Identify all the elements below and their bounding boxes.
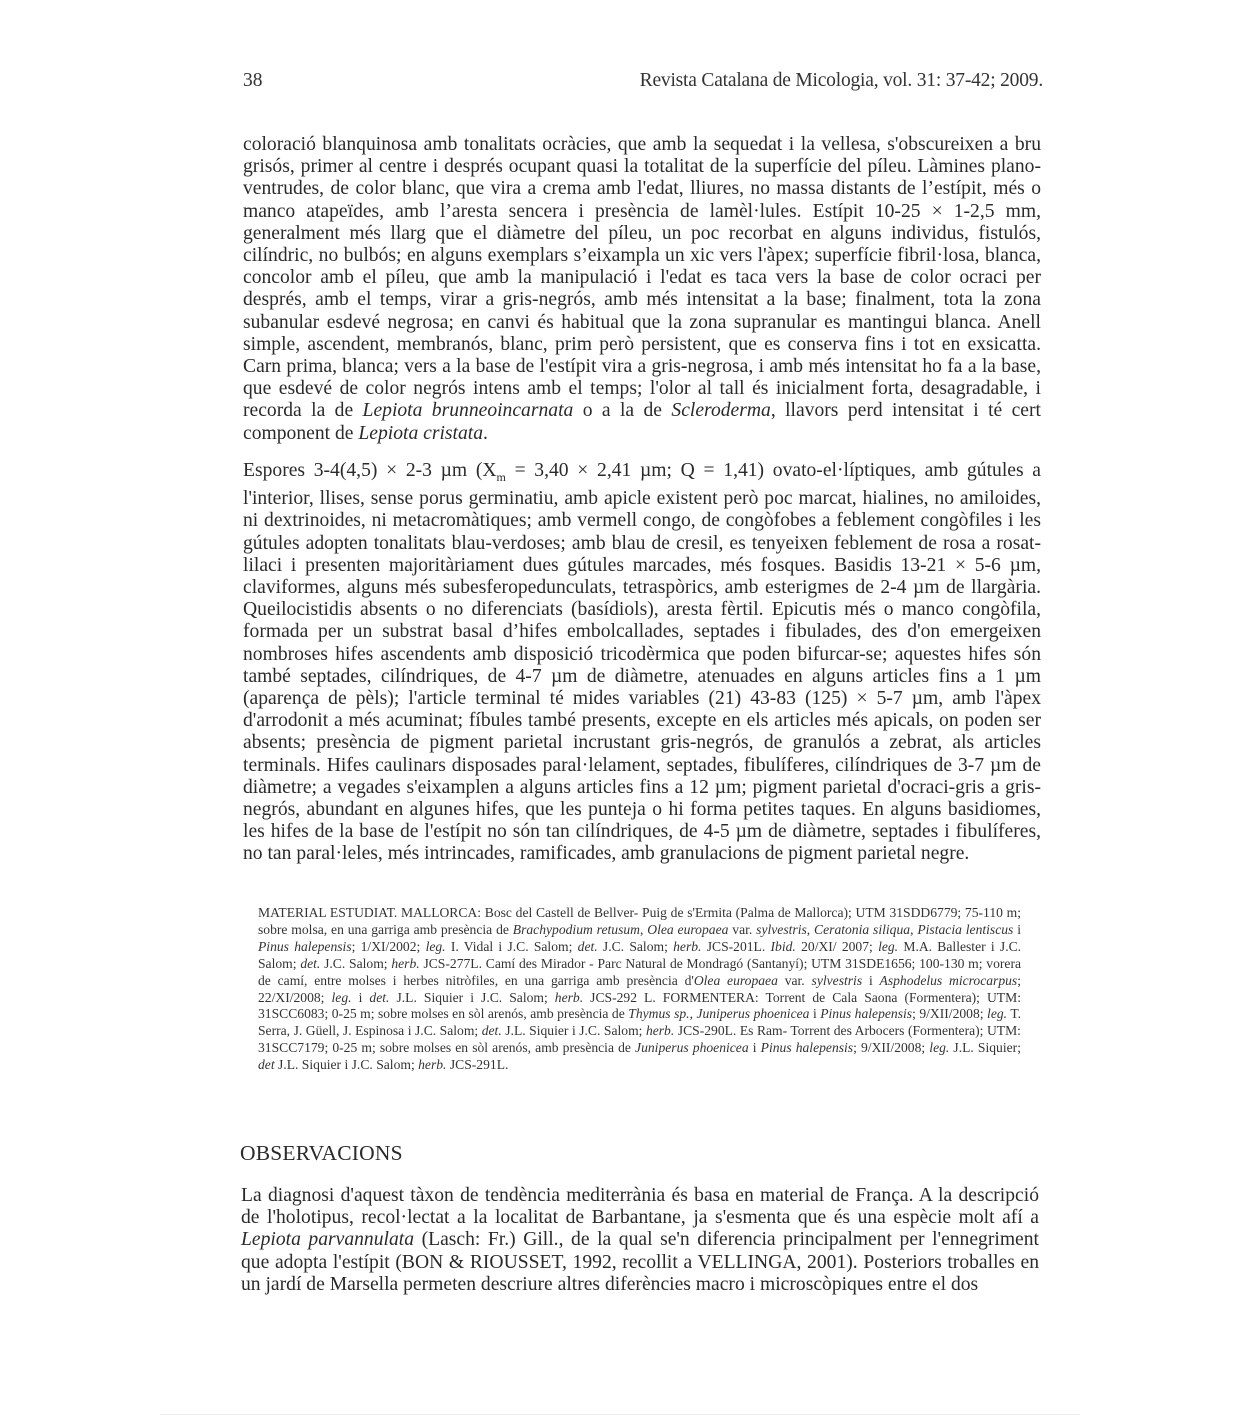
text-run: , llavors perd intensitat i té cert component de: [243, 400, 1041, 444]
italic-taxon-text: det.: [481, 1023, 502, 1039]
text-run: var.: [784, 972, 805, 988]
italic-taxon-text: Asphodelus microcarpus: [879, 972, 1018, 988]
text-run: Espores 3-4(4,5) × 2-3 µm (X: [243, 460, 497, 481]
text-run: J.C. Salom;: [602, 938, 668, 954]
text-run: JCS-290L. Es Ram- Torrent des Arbocers (Formentera); UTM: 31SCC7179; 0-25 m; sobre molses en sòl arenós, amb presència de: [258, 1023, 1021, 1056]
text-run: MATERIAL ESTUDIAT. MALLORCA: Bosc del Castell de Bellver- Puig de s'Ermita (Palma de Mallorca); UTM 31SDD6779; 75-110 m; sobre molsa, en una garriga amb presència de: [258, 905, 1021, 937]
text-run: i: [812, 1006, 817, 1022]
section-heading: OBSERVACIONS: [240, 1141, 403, 1165]
page-edge: [160, 1414, 1080, 1415]
text-run: I. Vidal i J.C. Salom;: [450, 938, 573, 954]
text-run: i: [358, 989, 363, 1005]
italic-taxon-text: leg.: [929, 1040, 950, 1056]
text-run: ,: [910, 921, 914, 937]
text-run: 20/XI/ 2007;: [801, 938, 873, 954]
italic-taxon-text: Juniperus phoenicea: [696, 1006, 810, 1022]
description-paragraph-micro: [243, 460, 1041, 866]
text-run: J.L. Siquier i J.C. Salom;: [505, 1023, 643, 1039]
text-run: J.L. Siquier;: [953, 1040, 1021, 1056]
italic-taxon-text: det.: [577, 938, 598, 954]
text-run: = 3,40 × 2,41 µm; Q = 1,41) ovato-el·líptiques, amb gútules a l'interior, llises, sense porus germinatiu, amb apicle existent però poc marcat, hialines, no amiloides, ni dextrinoides, ni metacromàtiques; amb vermell congo, de congòfobes a feblement congòfiles i les gútules adopten tonalitats blau-verdoses; amb blau de cresil, es tenyeixen feblement de rosa a rosat-lilaci i presenten majoritàriament dues gútules marcades, més fosques. Basidis 13-21 × 5-6 µm, claviformes, alguns més subesferopedunculats, tetraspòrics, amb esterigmes de 2-4 µm de llargària. Queilocistidis absents o no diferenciats (basídiols), aresta fèrtil. Epicutis més o manco congòfila, formada per un substrat basal d’hifes embolcallades, septades i fibulades, des d'on emergeixen nombroses hifes ascendents amb disposició tricodèrmica que poden bifurcar-se; aquestes hifes són també septades, cilíndriques, de 4-7 µm de diàmetre, atenuades en alguns articles fins a 1 µm (aparença de pèls); l'article terminal té mides variables (21) 43-83 (125) × 5-7 µm, amb l'àpex d'arrodonit a més acuminat; fíbules també presents, excepte en els articles més apicals, on poden ser absents; presència de pigment parietal incrustant gris-negrós, de granulós a zebrat, als articles terminals. Hifes caulinars disposades paral·lelament, septades, fibulíferes, cilíndriques de 3-7 µm de diàmetre; a vegades s'eixamplen a alguns articles fins a 12 µm; pigment parietal d'ocraci-gris a gris-negrós, abundant en algunes hifes, que les punteja o hi forma petites taques. En alguns basidiomes, les hifes de la base de l'estípit no són tan cilíndriques, de 4-5 µm de diàmetre, septades i fibulíferes, no tan paral·leles, més intrincades, ramificades, amb granulacions de pigment parietal negre.: [243, 460, 1041, 865]
italic-taxon-text: Pinus halepensis: [760, 1040, 854, 1056]
text-run: J.C. Salom;: [324, 955, 388, 971]
italic-taxon-text: leg.: [987, 1006, 1008, 1022]
text-run: JCS-291L.: [449, 1057, 509, 1073]
italic-taxon-text: Ceratonia siliqua: [814, 921, 911, 937]
text-run: La diagnosi d'aquest tàxon de tendència mediterrània és basa en material de França. A la descripció de l'holotipus, recol·lectat a la localitat de Barbantane, ja s'esmenta que és una espècie molt afí a: [241, 1185, 1039, 1229]
text-run: ,: [689, 1006, 693, 1022]
italic-taxon-text: Pinus halepensis: [258, 938, 352, 954]
italic-taxon-text: Ibid.: [770, 938, 796, 954]
species-name: Lepiota cristata: [358, 422, 484, 444]
text-run: ,: [639, 921, 644, 937]
italic-taxon-text: Pinus halepensis: [820, 1006, 913, 1022]
italic-taxon-text: det: [258, 1057, 275, 1073]
italic-taxon-text: sylvestris: [811, 972, 863, 988]
text-run: (Lasch: Fr.) Gill., de la qual se'n diferencia principalment per l'ennegriment que adopta l'estípit (BON & RIOUSSET, 1992, recollit a VELLINGA, 2001). Posteriors troballes en un jardí de Marsella permeten descriure altres diferències macro i microscòpiques entre el dos: [241, 1229, 1039, 1295]
description-paragraph-macro: [243, 134, 1041, 445]
text-run: ; 1/XI/2002;: [351, 938, 421, 954]
text-run: J.L. Siquier i J.C. Salom;: [278, 1057, 415, 1073]
text-run: JCS-277L. Camí des Mirador - Parc Natural de Mondragó (Santanyí); UTM 31SDE1656; 100-130 m; vorera de camí, entre molses i herbes nitròfiles, en una garriga amb presència d': [258, 955, 1022, 988]
text-run: i: [1017, 921, 1021, 937]
text-run: i: [752, 1040, 757, 1056]
text-run: ,: [806, 921, 811, 937]
text-run: JCS-201L.: [706, 938, 766, 954]
text-run: o a la de: [582, 400, 663, 422]
italic-taxon-text: Brachypodium retusum: [512, 921, 640, 937]
running-header: [243, 70, 1043, 98]
species-name: Lepiota parvannulata: [241, 1229, 415, 1251]
italic-taxon-text: det.: [369, 989, 390, 1005]
italic-taxon-text: herb.: [645, 1023, 675, 1039]
italic-taxon-text: Olea europaea: [647, 921, 729, 937]
italic-taxon-text: herb.: [391, 955, 420, 971]
text-run: .: [483, 422, 488, 444]
italic-taxon-text: Thymus sp.: [628, 1006, 690, 1022]
page-number: 38: [243, 70, 263, 91]
text-run: coloració blanquinosa amb tonalitats ocràcies, que amb la sequedat i la vellesa, s'obscureixen a bru grisós, primer al centre i després ocupant quasi la totalitat de la superfície del píleu. Làmines plano-ventrudes, de color blanc, que vira a crema amb l'edat, lliures, no massa distants de l’estípit, més o manco atapeïdes, amb l’aresta sencera i presència de lamèl·lules. Estípit 10-25 × 1-2,5 mm, generalment més llarg que el diàmetre del píleu, un poc recorbat en alguns individus, fistulós, cilíndric, no bulbós; en alguns exemplars s’eixampla un xic vers l'àpex; superfície fibril·losa, blanca, concolor amb el píleu, que amb la manipulació i l'edat es taca vers la base de color ocraci per després, amb el temps, virar a gris-negrós, amb més intensitat a la base; finalment, tota la zona subanular esdevé negrosa; en canvi és habitual que la zona supranular es mantingui blanca. Anell simple, ascendent, membranós, blanc, prim però persistent, que es conserva fins i tot en exsicatta. Carn prima, blanca; vers a la base de l'estípit vira a gris-negrosa, i amb més intensitat ho fa a la base, que esdevé de color negrós intens amb el temps; l'olor al tall és inicialment forta, desagradable, i recorda la de: [243, 134, 1041, 422]
italic-taxon-text: leg.: [331, 989, 352, 1005]
text-run: ; 9/XII/2008;: [853, 1040, 926, 1056]
subscript: m: [496, 469, 506, 484]
text-run: JCS-292 L. FORMENTERA: Torrent de Cala Saona (Formentera); UTM: 31SCC6083; 0-25 m; sobre molses en sòl arenós, amb presència de: [258, 989, 1021, 1022]
italic-taxon-text: Pistacia lentiscus: [917, 921, 1014, 937]
italic-taxon-text: herb.: [554, 989, 584, 1005]
observations-paragraph: [241, 1185, 1039, 1296]
text-run: J.L. Siquier i J.C. Salom;: [396, 989, 548, 1005]
italic-taxon-text: leg.: [878, 938, 899, 954]
text-run: ; 9/XII/2008;: [912, 1006, 984, 1022]
material-studied: [258, 905, 1021, 1074]
italic-taxon-text: sylvestris: [756, 921, 807, 937]
genus-name: Scleroderma: [671, 400, 771, 422]
text-run: var.: [732, 921, 753, 937]
italic-taxon-text: det.: [300, 955, 321, 971]
italic-taxon-text: leg.: [425, 938, 446, 954]
italic-taxon-text: Juniperus phoenicea: [635, 1040, 749, 1056]
text-run: T. Serra, J. Güell, J. Espinosa i J.C. Salom;: [258, 1006, 1022, 1039]
journal-citation: Revista Catalana de Micologia, vol. 31: 37-42; 2009.: [639, 70, 1043, 91]
species-name: Lepiota brunneoincarnata: [362, 400, 574, 422]
italic-taxon-text: herb.: [673, 938, 702, 954]
text-run: i: [868, 972, 873, 988]
italic-taxon-text: Olea europaea: [693, 972, 778, 988]
text-run: M.A. Ballester i J.C. Salom;: [258, 938, 1022, 971]
text-run: ; 22/XI/2008;: [258, 972, 1022, 1005]
italic-taxon-text: herb.: [418, 1057, 447, 1073]
